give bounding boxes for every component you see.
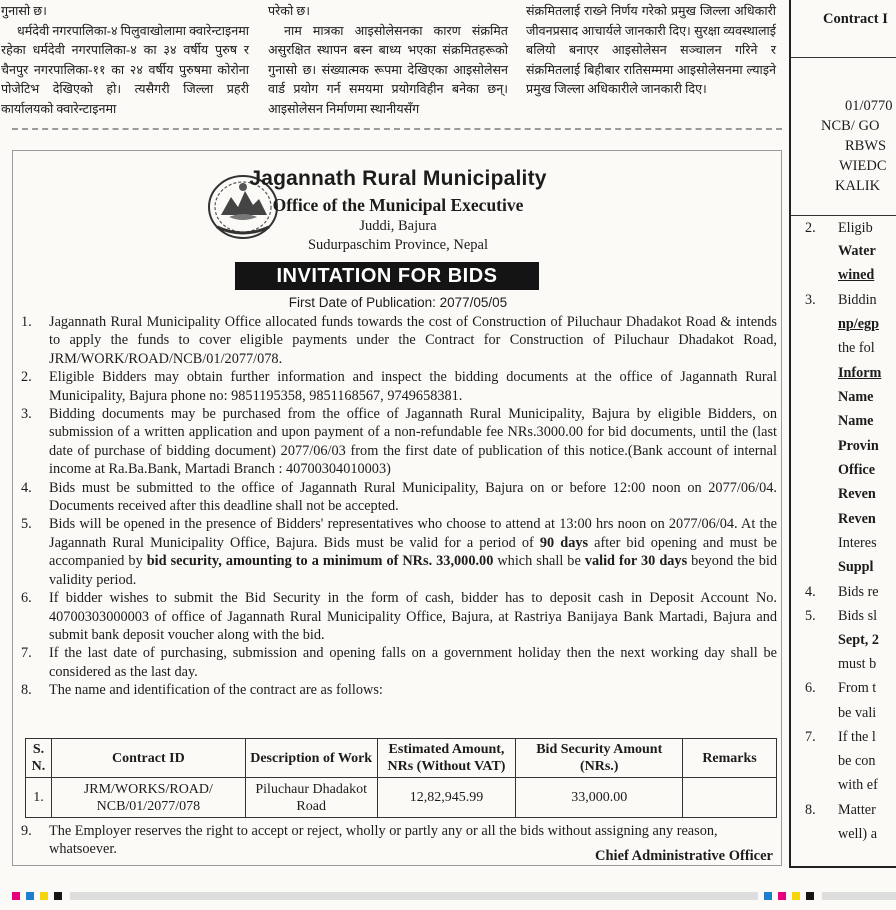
grey-register-bar	[822, 892, 896, 900]
clause-text-part: which shall be	[493, 553, 585, 570]
municipality-name: Jagannath Rural Municipality	[249, 167, 547, 190]
clause-number: 3.	[21, 406, 32, 423]
clause-number: 9.	[21, 823, 32, 839]
news-paragraph: संक्रमितलाई राख्ने निर्णय गरेको प्रमुख जिल्ला अधिकारी जीवनप्रसाद आचार्यले जानकारी दिए। सुरक्षा व्यवस्थालाई बलियो बनाएर आइसोलेसन सञ्चालन गरिने र संक्रमितलाई बिहीबार रातिसम्ममा आइसोलेसनमा ल्याइने प्रमुख जिल्ला अधिकारीले जानकारी दिए।	[526, 4, 776, 96]
column-header-description: Description of Work	[245, 739, 377, 778]
dashed-divider	[12, 128, 782, 130]
column-header-remarks: Remarks	[683, 739, 777, 778]
bid-validity-days: 90 days	[539, 534, 589, 551]
address-line-1: Juddi, Bajura	[359, 218, 437, 234]
clause-number: 4.	[805, 584, 816, 600]
clause-text-fragment: Eligib	[838, 220, 873, 236]
clause-text: Eligible Bidders may obtain further information and inspect the bidding documents at the office of Jagannath Rural Municipality, Bajura phone no: 9851195358, 9851168567, 9749658381.	[49, 369, 777, 404]
clause-1	[21, 313, 777, 368]
clause-number: 8.	[805, 802, 816, 818]
color-register-mark	[806, 892, 814, 900]
color-register-mark	[764, 892, 772, 900]
page-footer-markers	[0, 884, 896, 910]
column-header-sn: S. N.	[26, 739, 52, 778]
clause-text: Bidding documents may be purchased from the office of Jagannath Rural Municipality, Bajura by eligible Bidders, on submission of a written application and upon payment of a non-refundable fee NRs.3000.00 for bid documents, until the (last date of purchase of bidding document) 2077/06/03 from the first date of publication of this notice.(Bank account of internal income at Ra.Ba.Bank, Martadi Branch : 40700304010003)	[49, 406, 777, 478]
clause-number: 2.	[21, 369, 32, 386]
cell-estimated-amount: 12,82,945.99	[377, 778, 516, 818]
color-register-mark	[26, 892, 34, 900]
clause-text-fragment: be con	[838, 753, 876, 769]
cell-line: KALIK	[835, 178, 881, 194]
cell-sn: 1.	[26, 778, 52, 818]
clause-number: 6.	[805, 680, 816, 696]
cell-contract-id: JRM/WORKS/ROAD/ NCB/01/2077/078	[51, 778, 245, 818]
column-header-contract-id: Contract I	[823, 11, 888, 27]
news-column-2	[268, 2, 508, 119]
contract-id-cell	[791, 58, 896, 216]
clause-2	[21, 368, 777, 405]
clause-text: Bids must be submitted to the office of Jagannath Rural Municipality, Bajura on or before 12:00 noon on 2077/06/04. Documents received after this deadline shall not be accepted.	[49, 479, 777, 515]
news-paragraph: गुनासो छ।	[1, 4, 47, 18]
office-name: Office of the Municipal Executive	[272, 195, 524, 215]
clause-text: Jagannath Rural Municipality Office allocated funds towards the cost of Construction of Piluchaur Dhadakot Road & intends to apply the funds to cover eligible payments under the Contract for Construction of Piluchaur Dhadakot Road, JRM/WORK/ROAD/NCB/01/2077/078.	[49, 314, 777, 367]
news-paragraph: धर्मदेवी नगरपालिका-४ पिलुवाखोलामा क्वारेन्टाइनमा रहेका धर्मदेवी नगरपालिका-४ का ३४ वर्षीय पुरुष र चैनपुर नगरपालिका-११ का २४ वर्षीय पुरुषमा कोरोना पोजेटिभ देखिएको हो। त्यसैगरी जिल्ला प्रहरी कार्यालयको क्वारेन्टाइनमा	[1, 23, 249, 116]
news-column-3	[526, 2, 776, 100]
clause-number: 6.	[21, 590, 32, 607]
publication-date: First Date of Publication: 2077/05/05	[288, 295, 508, 310]
column-header-bid-security: Bid Security Amount (NRs.)	[516, 739, 683, 778]
news-strip	[0, 0, 780, 120]
color-register-mark	[778, 892, 786, 900]
cell-description: Piluchaur Dhadakot Road	[245, 778, 377, 818]
notice-title-banner: INVITATION FOR BIDS	[235, 262, 539, 290]
clause-number: 7.	[805, 729, 816, 745]
clause-text	[49, 515, 777, 589]
clause-text-fragment: be vali	[838, 705, 877, 721]
cell-line: RBWS	[845, 138, 887, 154]
clause-text-fragment: Name	[838, 389, 874, 405]
clause-text-fragment: Suppl	[838, 559, 874, 575]
clause-text-fragment: If the l	[838, 729, 876, 745]
clause-text-fragment: Provin	[838, 438, 879, 454]
clause-text-fragment: the fol	[838, 340, 875, 356]
clause-number: 4.	[21, 479, 32, 496]
cell-line: 01/0770	[845, 98, 893, 114]
clause-7	[21, 644, 777, 681]
clause-text-fragment: wined	[838, 267, 875, 283]
clause-text: If bidder wishes to submit the Bid Security in the form of cash, bidder has to deposit cash in Deposit Account No. 40700303000003 of office of Jagannath Rural Municipality Office, Bajura, at Rastriya Banijaya Bank Martadi, Bajura and submit bank deposit voucher along with the bid.	[49, 590, 777, 643]
clause-text-fragment: Sept, 2	[838, 632, 879, 648]
clause-number: 5.	[21, 516, 32, 533]
bid-security-amount: bid security, amounting to a minimum of NRs. 33,000.00	[146, 553, 494, 570]
clause-text-fragment: Biddin	[838, 292, 877, 308]
clause-number: 3.	[805, 292, 816, 308]
table-row	[26, 778, 777, 818]
clause-number: 7.	[21, 645, 32, 662]
adjacent-notice	[789, 0, 896, 868]
clause-5	[21, 515, 777, 589]
clause-text-fragment: Reven	[838, 511, 876, 527]
table-header-row	[26, 739, 777, 778]
clause-text-part: Bids will be opened in the presence of Bidders' representatives who choose to attend at 13:00 hrs noon on 2077/06/04. At the Jagannath Rural Municipality Office, Bajura. Bids must be valid for a period of	[49, 516, 777, 551]
color-register-mark	[54, 892, 62, 900]
clause-text-fragment: Water	[838, 243, 876, 259]
clause-8	[21, 681, 777, 699]
color-register-mark	[792, 892, 800, 900]
grey-register-bar	[70, 892, 758, 900]
clause-text-fragment: Bids re	[838, 584, 879, 600]
clause-text-fragment: np/egp	[838, 316, 880, 332]
news-column-1	[1, 2, 249, 119]
clause-list	[21, 313, 777, 702]
cell-remarks	[683, 778, 777, 818]
column-header-contract-id: Contract ID	[51, 739, 245, 778]
cell-bid-security: 33,000.00	[516, 778, 683, 818]
news-paragraph: परेको छ।	[268, 4, 310, 18]
clause-4	[21, 479, 777, 516]
clause-text: If the last date of purchasing, submission and opening falls on a government holiday then the next working day shall be considered as the last day.	[49, 645, 777, 680]
clause-3	[21, 405, 777, 479]
bid-notice	[12, 150, 782, 866]
clause-number: 1.	[21, 314, 32, 330]
contract-table	[25, 738, 777, 818]
clause-text: The name and identification of the contract are as follows:	[49, 682, 383, 699]
clause-number: 8.	[21, 682, 32, 699]
address-line-2: Sudurpaschim Province, Nepal	[307, 237, 488, 253]
clause-text-part: after bid opening and must be accompanied by	[49, 534, 777, 570]
clause-text-fragment: Office	[838, 462, 876, 478]
clause-text: The Employer reserves the right to accept or reject, wholly or partly any or all the bids without assigning any reason, whatsoever.	[49, 823, 718, 857]
clause-text-fragment: well) a	[838, 826, 877, 842]
clause-number: 2.	[805, 220, 816, 236]
clause-text-fragment: From t	[838, 680, 877, 696]
clause-text-part: beyond the bid validity period.	[49, 553, 777, 588]
clause-text-fragment: Interes	[838, 535, 877, 551]
clause-number: 5.	[805, 608, 816, 624]
cell-line: NCB/ GO	[821, 118, 880, 134]
signoff: Chief Administrative Officer	[595, 848, 773, 864]
clause-text-fragment: Matter	[838, 802, 876, 818]
clause-text-fragment: Reven	[838, 486, 876, 502]
clause-6	[21, 589, 777, 644]
table-header	[791, 2, 896, 58]
clause-text-fragment: Inform	[838, 365, 882, 381]
clause-text-fragment: with ef	[838, 777, 878, 793]
color-register-mark	[12, 892, 20, 900]
clause-text-fragment: Bids sl	[838, 608, 878, 624]
security-validity: valid for 30 days	[584, 553, 688, 570]
column-header-estimated-amount: Estimated Amount, NRs (Without VAT)	[377, 739, 516, 778]
cell-line: WIEDC	[839, 158, 887, 174]
clause-text-fragment: must b	[838, 656, 877, 672]
color-register-mark	[40, 892, 48, 900]
news-paragraph: नाम मात्रका आइसोलेसनका कारण संक्रमित असुरक्षित स्थापन बस्न बाध्य भएका संक्रमितहरूको गुनासो छ। संख्यात्मक रूपमा देखिएका आइसोलेसन वार्ड प्रयोग गर्न समयमा प्रयोगविहीन बनेका छन्। आइसोलेसन निर्माणमा स्थानीयसँग	[268, 23, 508, 116]
clause-text-fragment: Name	[838, 413, 874, 429]
